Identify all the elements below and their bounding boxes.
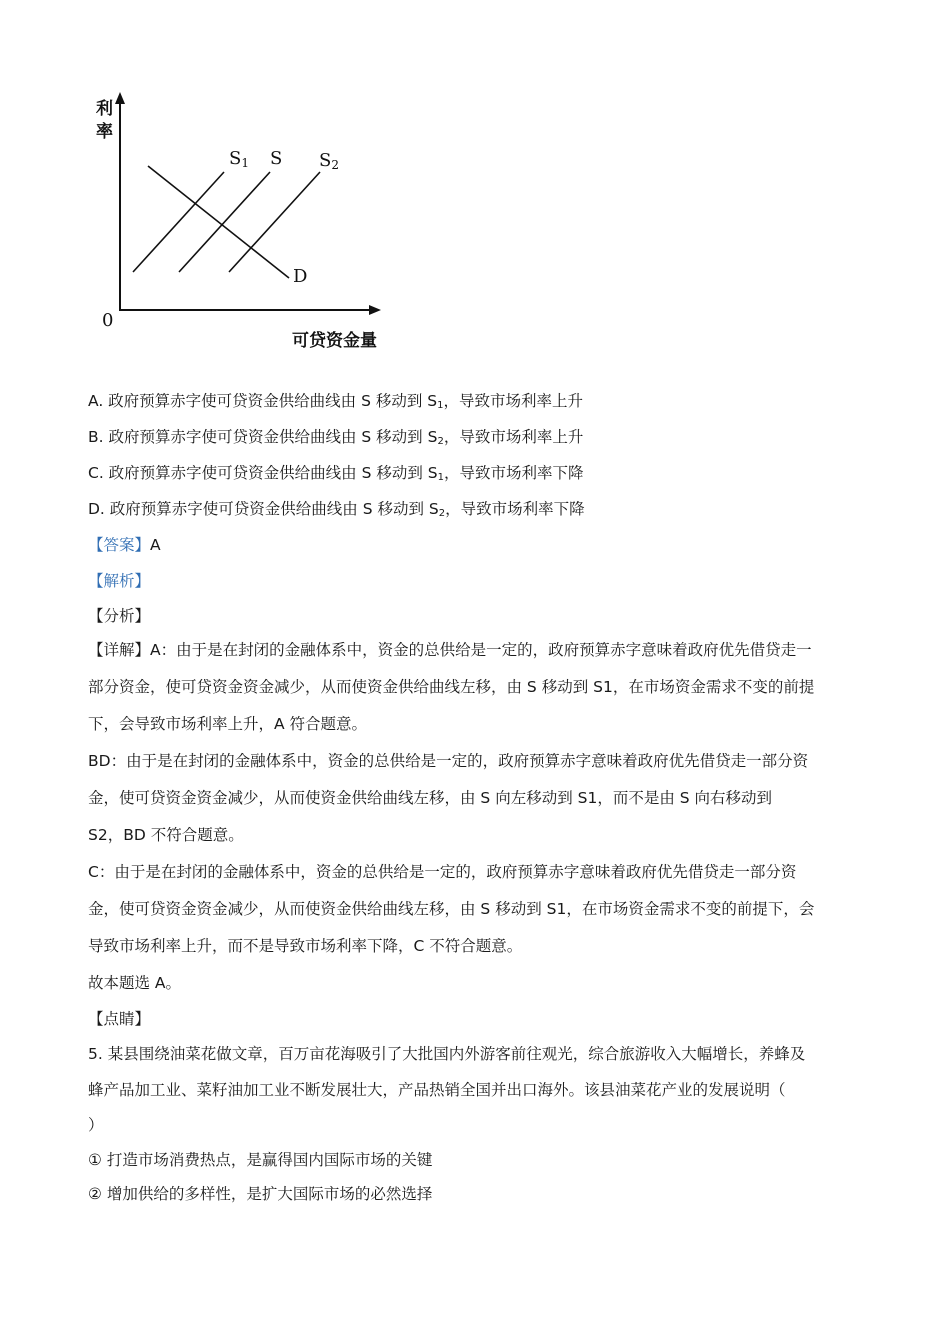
detail-line-6: S2，BD 不符合题意。: [88, 826, 244, 844]
detail-line-1: [88, 639, 812, 661]
option-d-text-after: ，导致市场利率下降: [445, 500, 585, 518]
supply-curve-s1: [133, 172, 224, 272]
option-c: [88, 462, 584, 489]
detail-line-4: BD：由于是在封闭的金融体系中，资金的总供给是一定的，政府预算赤字意味着政府优先借贷走一部分资: [88, 752, 809, 770]
detail-line-8: 金，使可贷资金资金减少，从而使资金供给曲线左移，由 S 移动到 S1，在市场资金需求不变的前提下，会: [88, 900, 815, 918]
option-a-text: A. 政府预算赤字使可贷资金供给曲线由 S 移动到 S: [88, 392, 438, 410]
option-b-sub: 2: [437, 436, 444, 447]
option-b: [88, 426, 583, 453]
analysis-label: 【解析】: [88, 572, 151, 590]
question5-line-3: ）: [88, 1116, 104, 1134]
option-d-sub: 2: [438, 508, 446, 519]
demand-curve-d: [148, 166, 289, 278]
curve-label-s1: S1: [229, 148, 249, 170]
supply-demand-figure: [90, 88, 390, 358]
detail-text-1: A：由于是在封闭的金融体系中，资金的总供给是一定的，政府预算赤字意味着政府优先借贷走一: [150, 641, 812, 659]
question5-item-1: ① 打造市场消费热点，是赢得国内国际市场的关键: [88, 1151, 433, 1169]
question5-item-2: ② 增加供给的多样性，是扩大国际市场的必然选择: [88, 1185, 433, 1203]
answer-line: [88, 534, 161, 556]
option-b-text: B. 政府预算赤字使可贷资金供给曲线由 S 移动到 S: [88, 428, 438, 446]
supply-curve-s: [179, 172, 270, 272]
origin-label: 0: [102, 310, 114, 331]
detail-line-2: 部分资金，使可贷资金资金减少，从而使资金供给曲线左移，由 S 移动到 S1，在市场资金需求不变的前提: [88, 678, 815, 696]
question5-line-1: 5. 某县围绕油菜花做文章，百万亩花海吸引了大批国内外游客前往观光，综合旅游收入大幅增长，养蜂及: [88, 1045, 806, 1063]
option-b-text-after: ，导致市场利率上升: [443, 428, 584, 446]
option-c-text: C. 政府预算赤字使可贷资金供给曲线由 S 移动到 S: [88, 464, 438, 482]
option-c-sub: 1: [437, 472, 445, 483]
answer-label: 【答案】: [88, 536, 151, 554]
supply-curve-s2: [229, 172, 320, 272]
option-d: [88, 498, 585, 525]
option-a-text-after: ，导致市场利率上升: [443, 392, 584, 410]
option-a-sub: 1: [437, 400, 444, 411]
curve-label-s: S: [270, 148, 283, 169]
detail-line-7: C：由于是在封闭的金融体系中，资金的总供给是一定的，政府预算赤字意味着政府优先借贷走一部分资: [88, 863, 797, 881]
y-axis-label-char-1: 利: [96, 99, 113, 119]
dianjing-label: 【点睛】: [88, 1010, 151, 1028]
option-d-text: D. 政府预算赤字使可贷资金供给曲线由 S 移动到 S: [88, 500, 439, 518]
answer-value: A: [150, 536, 161, 554]
loanable-funds-diagram: [90, 88, 390, 358]
x-axis-arrow: [369, 305, 381, 315]
y-axis-arrow: [115, 92, 125, 104]
option-c-text-after: ，导致市场利率下降: [444, 464, 584, 482]
question5-line-2: 蜂产品加工业、菜籽油加工业不断发展壮大，产品热销全国并出口海外。该县油菜花产业的发展说明（: [88, 1081, 786, 1099]
option-a: [88, 390, 583, 417]
y-axis-label-char-2: 率: [96, 122, 113, 142]
detail-line-10: 故本题选 A。: [88, 974, 182, 992]
curve-label-s2: S2: [319, 150, 339, 172]
detail-label: 【详解】: [88, 641, 151, 659]
detail-line-3: 下，会导致市场利率上升，A 符合题意。: [88, 715, 368, 733]
detail-line-9: 导致市场利率上升，而不是导致市场利率下降，C 不符合题意。: [88, 937, 523, 955]
x-axis-label: 可贷资金量: [292, 331, 377, 351]
detail-line-5: 金，使可贷资金资金减少，从而使资金供给曲线左移，由 S 向左移动到 S1，而不是由 S 向右移动到: [88, 789, 773, 807]
curve-label-d: D: [293, 266, 308, 287]
fenxi-label: 【分析】: [88, 607, 151, 625]
